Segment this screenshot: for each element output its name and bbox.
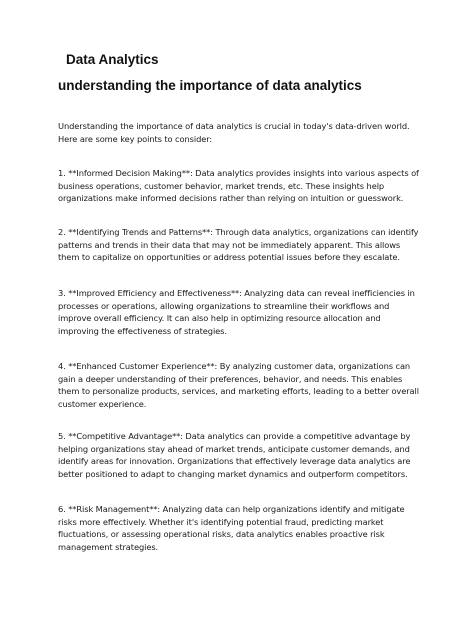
- key-point-improved-efficiency: 3. **Improved Efficiency and Effectiveness**: Analyzing data can reveal inefficiencies in processes or operations, allowing organizations to streamline their workflows and improve overall efficiency. It can also help in optimizing resource allocation and improving the effectiveness of strategies.: [58, 288, 415, 336]
- key-point-competitive-advantage: 5. **Competitive Advantage**: Data analytics can provide a competitive advantage by helping organizations stay ahead of market trends, anticipate customer demands, and identify areas for innovation. Organizations that effectively leverage data analytics are better positioned to adapt to changing market dynamics and outperform competitors.: [58, 431, 411, 479]
- document-subtitle: understanding the importance of data analytics: [58, 78, 362, 93]
- key-point-customer-experience: 4. **Enhanced Customer Experience**: By analyzing customer data, organizations can gain a deeper understanding of their preferences, behavior, and needs. This enables them to personalize products, services, and marketing efforts, leading to a better overall customer experience.: [58, 361, 419, 409]
- key-point-identifying-trends: 2. **Identifying Trends and Patterns**: Through data analytics, organizations can identify patterns and trends in their data that may not be immediately apparent. This allows them to capitalize on opportunities or address potential issues before they escalate.: [58, 227, 419, 263]
- document-title: Data Analytics: [66, 52, 159, 67]
- intro-paragraph: Understanding the importance of data analytics is crucial in today's data-driven world. Here are some key points to consider:: [58, 121, 410, 144]
- key-point-informed-decision-making: 1. **Informed Decision Making**: Data analytics provides insights into various aspects of business operations, customer behavior, market trends, etc. These insights help organizations make informed decisions rather than relying on intuition or guesswork.: [58, 168, 419, 204]
- key-point-risk-management: 6. **Risk Management**: Analyzing data can help organizations identify and mitigate risks more effectively. Whether it's identifying potential fraud, predicting market fluctuations, or assessing operational risks, data analytics enables proactive risk management strategies.: [58, 504, 405, 552]
